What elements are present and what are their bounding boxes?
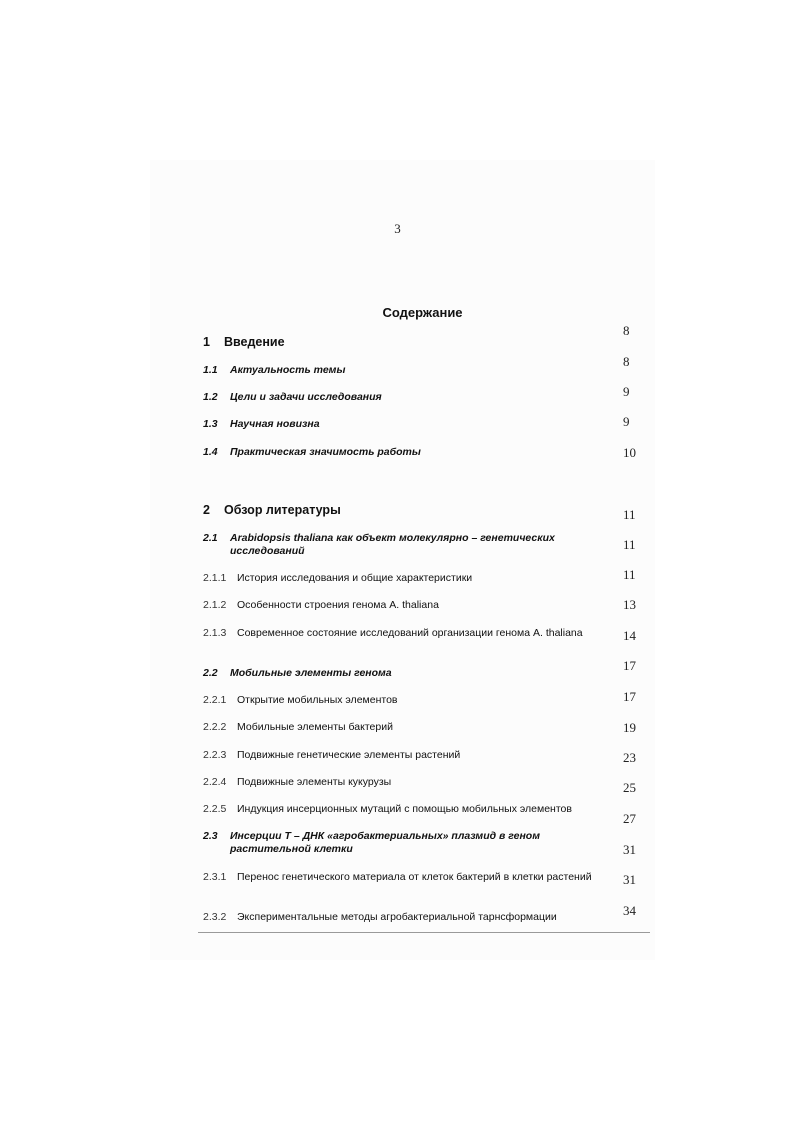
toc-entry-number: 1.2 [203, 391, 218, 403]
toc-entry-page: 27 [623, 811, 636, 826]
toc-entry-number: 2.1.2 [203, 599, 227, 611]
toc-entry-page: 9 [623, 414, 630, 429]
toc-entry-title: Практическая значимость работы [230, 446, 421, 458]
toc-entry-number: 2.2.3 [203, 749, 227, 761]
toc-entry-title: Экспериментальные методы агробактериальной тарнсформации [237, 911, 557, 923]
toc-entry-title: Актуальность темы [230, 364, 346, 376]
toc-entry-page: 31 [623, 872, 636, 887]
bottom-rule [198, 932, 650, 933]
toc-entry-page: 13 [623, 597, 636, 612]
toc-entry-title: Подвижные элементы кукурузы [237, 776, 392, 788]
toc-entry-number: 2.1.3 [203, 627, 227, 639]
toc-entry-page: 34 [623, 903, 636, 918]
toc-entry-title: Индукция инсерционных мутаций с помощью мобильных элементов [237, 803, 572, 815]
toc-entry-title: Современное состояние исследований организации генома A. thaliana [237, 627, 583, 639]
toc-entry-title: Arabidopsis thaliana как объект молекулярно – генетических исследований [230, 532, 555, 557]
page-number: 3 [394, 221, 401, 236]
toc-entry-title: Подвижные генетические элементы растений [237, 749, 461, 761]
toc-entry-page: 9 [623, 384, 630, 399]
toc-entry-page: 8 [623, 323, 630, 338]
toc-entry-number: 2.2 [203, 667, 218, 679]
toc-entry-title: Перенос генетического материала от клеток бактерий в клетки растений [237, 871, 592, 883]
toc-entry-title: Введение [224, 335, 285, 349]
toc-entry-page: 25 [623, 780, 636, 795]
toc-entry-title: Обзор литературы [224, 503, 341, 517]
toc-entry-page: 14 [623, 628, 636, 643]
toc-entry-number: 2.2.2 [203, 721, 227, 733]
toc-entry-number: 1.1 [203, 364, 218, 376]
toc-entry-page: 11 [623, 537, 636, 552]
toc-entry-title: Инсерции Т – ДНК «агробактериальных» плазмид в геном растительной клетки [230, 830, 540, 855]
toc-entry-title: Научная новизна [230, 418, 320, 430]
toc-entry-page: 19 [623, 720, 636, 735]
toc-entry-number: 2.1 [203, 532, 218, 544]
toc-entry-number: 2.1.1 [203, 572, 227, 584]
toc-entry-page: 17 [623, 658, 636, 673]
toc-entry-page: 23 [623, 750, 636, 765]
toc-entry-number: 2.2.4 [203, 776, 227, 788]
toc-entry-title: Мобильные элементы генома [230, 667, 392, 679]
toc-entry-page: 11 [623, 567, 636, 582]
toc-entry-title: История исследования и общие характеристики [237, 572, 473, 584]
toc-title: Содержание [382, 305, 463, 320]
toc-entry-title: Цели и задачи исследования [230, 391, 382, 403]
toc-entry-number: 1.4 [203, 446, 218, 458]
toc-entry-page: 8 [623, 354, 630, 369]
toc-entry-number: 2 [203, 503, 210, 517]
toc-entry-title: Особенности строения генома A. thaliana [237, 599, 439, 611]
toc-entry-number: 2.3.2 [203, 911, 227, 923]
toc-entry-number: 1.3 [203, 418, 218, 430]
toc-entry-page: 10 [623, 445, 636, 460]
toc-entry-number: 2.2.1 [203, 694, 227, 706]
toc-entry-page: 17 [623, 689, 636, 704]
toc-entry-title: Открытие мобильных элементов [237, 694, 398, 706]
toc-entry-number: 2.3 [203, 830, 218, 842]
toc-entry-number: 1 [203, 335, 210, 349]
toc-entry-number: 2.2.5 [203, 803, 227, 815]
toc-entry-page: 11 [623, 507, 636, 522]
toc-entry-page: 31 [623, 842, 636, 857]
toc-entry-number: 2.3.1 [203, 871, 227, 883]
toc-entry-title: Мобильные элементы бактерий [237, 721, 393, 733]
